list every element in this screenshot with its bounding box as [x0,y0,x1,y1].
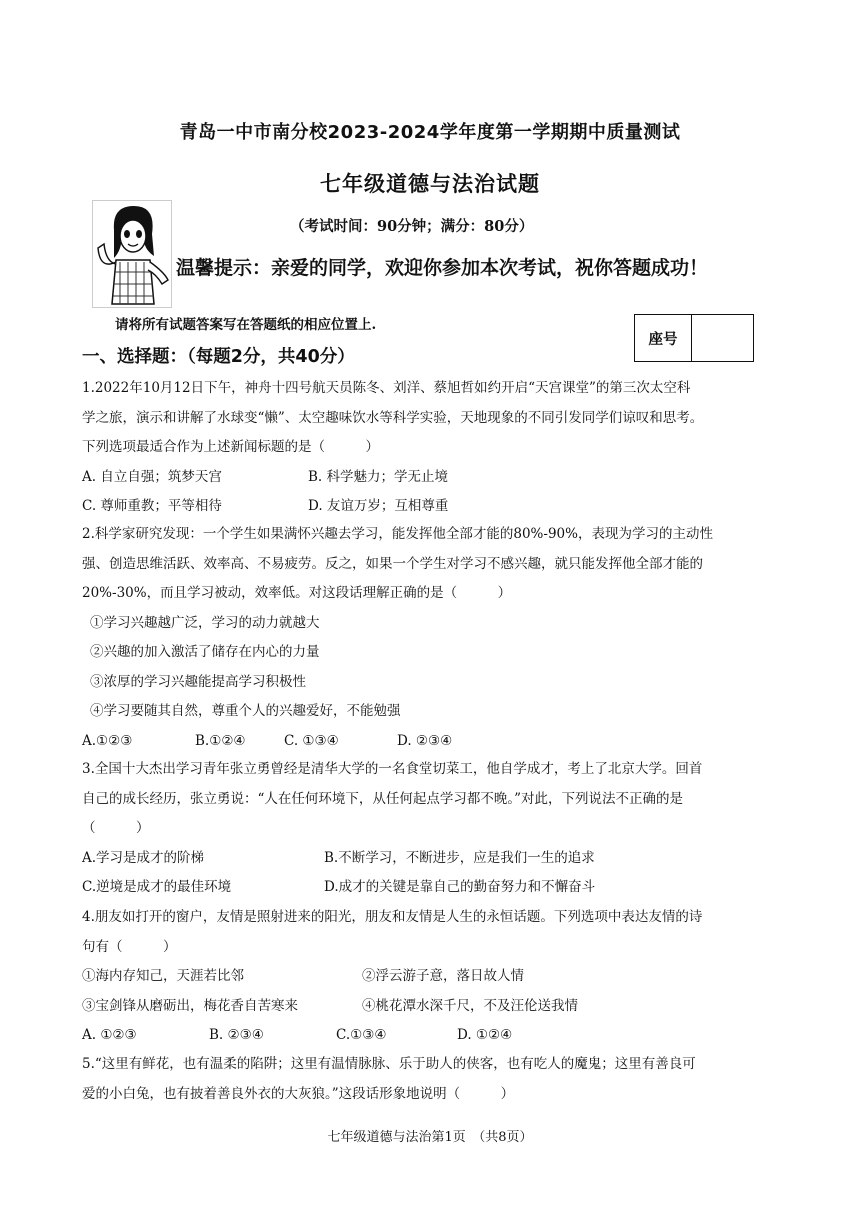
option-c[interactable]: C.逆境是成才的最佳环境 [82,879,232,895]
option-d[interactable]: D. 友谊万岁；互相尊重 [308,498,449,514]
statement-item: ①海内存知己，天涯若比邻 [82,968,244,984]
statement-row [82,962,782,992]
school-title: 青岛一中市南分校2023-2024学年度第一学期期中质量测试 [179,122,681,143]
question-text: 爱的小白兔，也有披着善良外衣的大灰狼。”这段话形象地说明（ ） [82,1085,515,1102]
options-row [82,463,782,493]
option-c[interactable]: C. 尊师重教；平等相待 [82,498,222,514]
option-b[interactable]: B. 科学魅力；学无止境 [308,468,449,485]
option-c[interactable]: C.①③④ [336,1027,387,1043]
mascot-girl-illustration [92,200,172,308]
reminder-text: 温馨提示：亲爱的同学，欢迎你参加本次考试，祝你答题成功！ [176,257,709,279]
question-text: 20%-30%，而且学习被动，效率低。对这段话理解正确的是（ ） [82,585,512,601]
options-row [82,1021,782,1051]
question-text: 4.朋友如打开的窗户，友情是照射进来的阳光，朋友和友情是人生的永恒话题。下列选项中表达友情的诗 [82,909,703,925]
seat-number-box [634,314,754,362]
option-a[interactable]: A.①②③ [82,732,133,749]
question-text: （ ） [82,820,150,836]
question-text: 3.全国十大杰出学习青年张立勇曾经是清华大学的一名食堂切菜工，他自学成才，考上了北京大学。回首 [82,761,703,777]
options-row [82,727,782,757]
question-text: 5.“这里有鲜花，也有温柔的陷阱；这里有温情脉脉、乐于助人的侠客，也有吃人的魔鬼；这里有善良可 [82,1056,696,1072]
question-4 [82,903,782,1051]
options-row [82,844,782,874]
page-footer: 七年级道德与法治第1页 （共8页） [327,1130,533,1145]
question-1 [82,374,782,522]
statement-item: ③宝剑锋从磨砺出，梅花香自苦寒来 [82,997,298,1014]
question-text: 下列选项最适合作为上述新闻标题的是（ ） [82,439,379,455]
option-b[interactable]: B.不断学习，不断进步，应是我们一生的追求 [324,849,595,866]
option-b[interactable]: B. ②③④ [209,1027,264,1043]
statement-item: ②兴趣的加入激活了储存在内心的力量 [90,644,320,660]
statement-item: ②浮云游子意，落日故人情 [362,968,524,984]
option-c[interactable]: C. ①③④ [284,732,339,749]
question-2 [82,520,782,756]
instruction-text: 请将所有试题答案写在答题纸的相应位置上. [115,317,377,333]
option-a[interactable]: A. ①②③ [82,1027,137,1043]
section-title: 一、选择题：（每题2分，共40分） [82,347,355,367]
question-3 [82,755,782,903]
question-text: 1.2022年10月12日下午，神舟十四号航天员陈冬、刘洋、蔡旭哲如约开启“天宫课堂”的第三次太空科 [82,380,691,396]
statement-item: ④桃花潭水深千尺，不及汪伦送我情 [362,997,578,1014]
statement-item: ①学习兴趣越广泛，学习的动力就越大 [90,614,320,631]
seat-number-field[interactable] [692,315,753,361]
question-text: 自己的成长经历，张立勇说：“人在任何环境下，从任何起点学习都不晚。”对此，下列说法不正确的是 [82,790,684,807]
option-d[interactable]: D. ①②④ [457,1027,513,1043]
subject-title: 七年级道德与法治试题 [320,171,540,196]
option-a[interactable]: A. 自立自强；筑梦天宫 [82,468,222,485]
option-d[interactable]: D.成才的关键是靠自己的勤奋努力和不懈奋斗 [324,879,596,895]
statement-item: ③浓厚的学习兴趣能提高学习积极性 [90,673,306,690]
options-row [82,873,782,903]
exam-info: （考试时间：90分钟；满分：80分） [290,218,534,235]
option-b[interactable]: B.①②④ [195,732,246,749]
question-text: 学之旅，演示和讲解了水球变“懒”、太空趣味饮水等科学实验，天地现象的不同引发同学们谅叹和思考。 [82,409,704,426]
statement-row [82,992,782,1022]
option-d[interactable]: D. ②③④ [397,732,453,749]
question-text: 强、创造思维活跃、效率高、不易疲劳。反之，如果一个学生对学习不感兴趣，就只能发挥他全部才能的 [82,555,703,572]
option-a[interactable]: A.学习是成才的阶梯 [82,849,205,866]
question-5 [82,1050,782,1109]
seat-number-label: 座号 [635,315,692,361]
question-text: 2.科学家研究发现：一个学生如果满怀兴趣去学习，能发挥他全部才能的80%-90%，表现为学习的主动性 [82,526,713,542]
statement-item: ④学习要随其自然，尊重个人的兴趣爱好，不能勉强 [90,703,401,719]
question-text: 句有（ ） [82,938,177,955]
options-row [82,492,782,522]
